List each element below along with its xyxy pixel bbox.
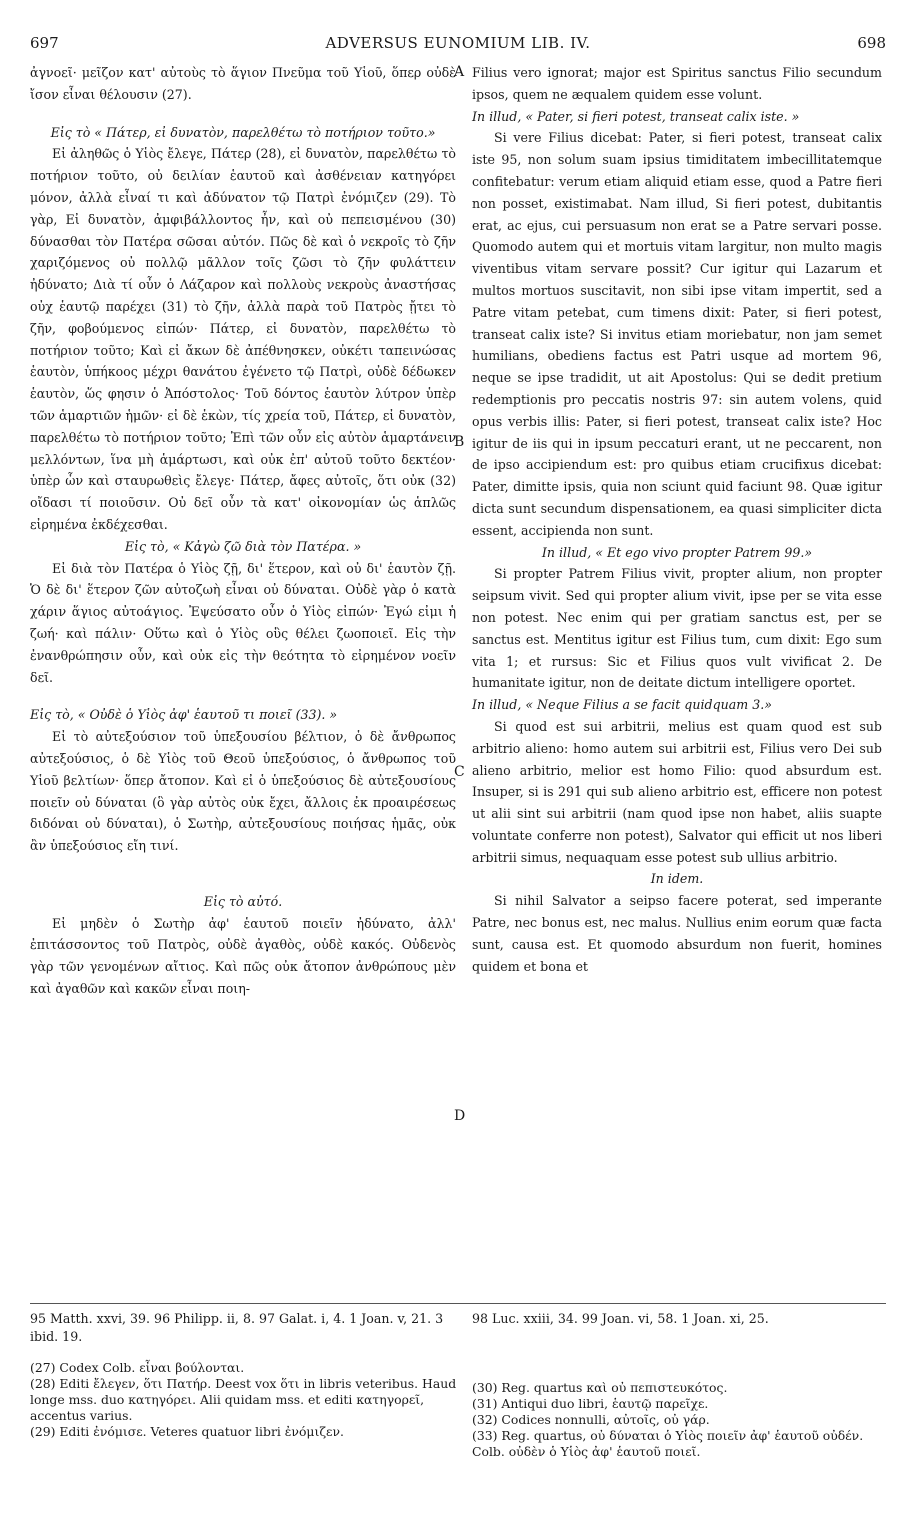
scripture-refs-right: 98 Luc. xxiii, 34. 99 Joan. vi, 58. 1 Joan. xi, 25. bbox=[472, 1311, 769, 1326]
margin-marker-c: C bbox=[454, 764, 465, 780]
critical-note: (29) Editi ἐνόμισε. Veteres quatuor libri ἐνόμιζεν. bbox=[30, 1424, 344, 1439]
critical-note: (33) Reg. quartus, οὐ δύναται ὁ Υἱὸς ποιεῖν ἀφ' ἑαυτοῦ οὐδέν. Colb. οὐδὲν ὁ Υἱὸς ἀφ' ἑαυτοῦ ποιεῖ. bbox=[472, 1428, 864, 1459]
section-heading: In illud, « Et ego vivo propter Patrem 99.» bbox=[541, 544, 813, 560]
section-spacer bbox=[30, 688, 456, 704]
body-text: Filius vero ignorat; major est Spiritus sanctus Filio secundum ipsos, quem ne æqualem quidem esse volunt. bbox=[472, 65, 882, 102]
body-paragraph: Si nihil Salvator a seipso facere poterat, sed imperante Patre, nec bonus est, nec malus. Nullius enim eorum quæ facta sunt, causa est. Et quomodo absurdum non fuerit, homines quidem et bona et bbox=[472, 893, 882, 974]
body-paragraph: Εἰ τὸ αὐτεξούσιον τοῦ ὑπεξουσίου βέλτιον, ὁ δὲ ἄνθρωπος αὐτεξούσιος, ὁ δὲ Υἱὸς τοῦ Θεοῦ ὑπεξούσιος, ὁ ἄνθρωπος τοῦ Υἱοῦ βελτίων· ὅπερ ἄτοπον. Καὶ εἰ ὁ ὑπεξούσιος δὲ αὐτεξουσίους ποιεῖν οὐ δύναται (ὃ γὰρ αὐτὸς οὐκ ἔχει, ἄλλοις ἐκ προαιρέσεως διδόναι οὐ δύναται), ὁ Σωτὴρ, αὐτεξουσίους ποιήσας ἡμᾶς, οὐκ ἂν ὑπεξούσιος εἴη τινί. bbox=[30, 729, 456, 854]
critical-note: (31) Antiqui duo libri, ἑαυτῷ παρεῖχε. bbox=[472, 1396, 709, 1411]
body-paragraph: Si propter Patrem Filius vivit, propter alium, non propter seipsum vivit. Sed qui propter alium vivit, ipse per se vita esse non potest. Nec enim qui per gratiam sanctus est, per se sanctus est. Mentitus igitur est Filius tum, cum dixit: Ego sum vita 1; et rursus: Sic et Filius quos vult vivificat 2. De humanitate igitur, non de deitate dictum intelligere oportet. bbox=[472, 566, 882, 691]
critical-note: (28) Editi ἔλεγεν, ὅτι Πατήρ. Deest vox ὅτι in libris veteribus. Haud longe mss. duo κατηγόρει. Alii quidam mss. et editi κατηγορεῖ, accentus varius. bbox=[30, 1376, 457, 1423]
critical-note: (27) Codex Colb. εἶναι βούλονται. bbox=[30, 1360, 245, 1375]
scripture-refs-left: 95 Matth. xxvi, 39. 96 Philipp. ii, 8. 97 Galat. i, 4. 1 Joan. v, 21. 3 ibid. 19. bbox=[30, 1311, 444, 1344]
body-paragraph: Si quod est sui arbitrii, melius est quam quod est sub arbitrio alieno: homo autem sui arbitrii est, Filius vero Dei sub alieno arbitrio, melior est homo Filio: quod absurdum est. Insuper, si is 291 qui sub alieno arbitrio est, efficere non potest ut alii sint sui arbitrii (nam quod ipse non habet, aliis suapte voluntate conferre non potest), Salvator qui efficit ut nos liberi arbitrii simus, nequaquam esse potest sub ullius arbitrio. bbox=[472, 718, 882, 865]
section-heading: In illud, « Pater, si fieri potest, transeat calix iste. » bbox=[472, 108, 800, 124]
section-heading: Εἰς τὸ αὐτό. bbox=[203, 893, 283, 909]
footnote-rule bbox=[30, 1303, 886, 1304]
section-heading: In illud, « Neque Filius a se facit quidquam 3.» bbox=[472, 697, 772, 713]
body-paragraph: Εἰ ἀληθῶς ὁ Υἱὸς ἔλεγε, Πάτερ (28), εἰ δυνατὸν, παρελθέτω τὸ ποτήριον τοῦτο, οὐ δειλίαν ἑαυτοῦ καὶ ἀσθένειαν κατηγόρει μόνον, ἀλλὰ εἶναί τι καὶ ἀδύνατον τῷ Πατρὶ ἐνόμιζεν (29). Τὸ γὰρ, Εἰ δυνατὸν, ἀμφιβάλλοντος ἦν, καὶ οὐ πεπεισμένου (30) δύνασθαι τὸν Πατέρα σῶσαι αὐτόν. Πῶς δὲ καὶ ὁ νεκροῖς τὸ ζῆν χαριζόμενος οὐ πολλῷ μᾶλλον τοῖς ζῶσι τὸ ζῆν φυλάττειν ἠδύνατο; Διὰ τί οὖν ὁ Λάζαρον καὶ πολλοὺς νεκροὺς ἀναστήσας οὐχ ἑαυτῷ παρέχει (31) τὸ ζῆν, ἀλλὰ παρὰ τοῦ Πατρὸς ᾔτει τὸ ζῆν, φοβούμενος εἰπών· Πάτερ, εἰ δυνατὸν, παρελθέτω τὸ ποτήριον τοῦτο; Καὶ εἰ ἄκων δὲ ἀπέθνησκεν, οὐκέτι ταπεινώσας ἑαυτὸν, ὑπήκοος μέχρι θανάτου ἐγένετο τῷ Πατρὶ, οὐδὲ δέδωκεν ἑαυτὸν, ὥς φησιν ὁ Ἀπόστολος· Τοῦ δόντος ἑαυτὸν λύτρον ὑπὲρ τῶν ἁμαρτιῶν ἡμῶν· εἰ δὲ ἑκὼν, τίς χρεία τοῦ, Πάτερ, εἰ δυνατὸν, παρελθέτω τὸ ποτήριον τοῦτο; Ἐπὶ τῶν οὖν εἰς αὐτὸν ἁμαρτάνειν μελλόντων, ἵνα μὴ ἁμάρτωσι, καὶ οὐκ ἐπ' αὐτοῦ τοῦτο δεκτέον· ὑπὲρ ὧν καὶ σταυρωθεὶς ἔλεγε· Πάτερ, ἄφες αὐτοῖς, ὅτι οὐκ (32) οἴδασι τί ποιοῦσιν. Οὐ δεῖ οὖν τὰ κατ' οἰκονομίαν ὡς ἁπλῶς εἰρημένα ἐκδέχεσθαι. bbox=[30, 146, 456, 532]
section-heading: Εἰς τὸ, « Κἀγὼ ζῶ διὰ τὸν Πατέρα. » bbox=[124, 538, 362, 554]
critical-note: (32) Codices nonnulli, αὐτοῖς, οὐ γάρ. bbox=[472, 1412, 710, 1427]
body-paragraph: Si vere Filius dicebat: Pater, si fieri potest, transeat calix iste 95, non solum suam ipsius timiditatem imbecillitatemque confitebatur: verum etiam aliquid etiam esse, quod a Patre fieri non posset, existimabat. Nam illud, Si fieri potest, dubitantis erat, ac ejus, cui persuasum non erat se a Patre servari posse. Quomodo autem qui et mortuis vitam largitur, non multo magis viventibus vitam servare possit? Cur igitur qui Lazarum et multos mortuos suscitavit, non sibi ipse vitam impertit, sed a Patre vitam petebat, cum timens dixit: Pater, si fieri potest, transeat calix iste? Si invitus etiam moriebatur, non jam semet humilians, obediens factus est Patri usque ad mortem 96, neque se ipse tradidit, ut ait Apostolus: Qui se dedit pretium redemptionis pro peccatis nostris 97: sin autem volens, quid opus verbis illis: Pater, si fieri potest, transeat calix iste? Hoc igitur de iis qui in ipsum peccaturi erant, ut ne peccarent, non de ipso accipiendum est: pro quibus etiam crucifixus dicebat: Pater, dimitte ipsis, quia non sciunt quid faciunt 98. Quæ igitur dicta sunt secundum dispensationem, ea quasi simpliciter dicta essent, accipienda non sunt. bbox=[472, 130, 882, 538]
section-heading: In idem. bbox=[650, 871, 704, 887]
greek-column bbox=[30, 62, 456, 1000]
margin-marker-b: B bbox=[454, 434, 465, 450]
running-title: ADVERSUS EUNOMIUM LIB. IV. bbox=[325, 34, 591, 52]
body-paragraph: Εἰ διὰ τὸν Πατέρα ὁ Υἱὸς ζῇ, δι' ἕτερον, καὶ οὐ δι' ἑαυτὸν ζῇ. Ὁ δὲ δι' ἕτερον ζῶν αὐτοζωὴ εἶναι οὐ δύναται. Οὐδὲ γὰρ ὁ κατὰ χάριν ἅγιος αὐτοάγιος. Ἐψεύσατο οὖν ὁ Υἱὸς εἰπών· Ἐγώ εἰμι ἡ ζωή· καὶ πάλιν· Οὕτω καὶ ὁ Υἱὸς οὓς θέλει ζωοποιεῖ. Εἰς τὴν ἐνανθρώπησιν οὖν, καὶ οὐκ εἰς τὴν θεότητα τὸ εἰρημένον νοεῖν δεῖ. bbox=[30, 560, 456, 685]
section-heading: Εἰς τὸ, « Οὐδὲ ὁ Υἱὸς ἀφ' ἑαυτοῦ τι ποιεῖ (33). » bbox=[30, 707, 338, 723]
body-paragraph: Εἰ μηδὲν ὁ Σωτὴρ ἀφ' ἑαυτοῦ ποιεῖν ἠδύνατο, ἀλλ' ἐπιτάσσοντος τοῦ Πατρὸς, οὐδὲ ἀγαθὸς, οὐδὲ κακός. Οὐδενὸς γὰρ τῶν γενομένων αἴτιος. Καὶ πῶς οὐκ ἄτοπον ἀνθρώπους μὲν καὶ ἀγαθῶν καὶ κακῶν εἶναι ποιη- bbox=[30, 915, 456, 997]
page-number-left: 697 bbox=[30, 34, 59, 52]
margin-marker-d: D bbox=[454, 1108, 466, 1124]
margin-marker-a: A bbox=[454, 64, 465, 80]
page-number-right: 698 bbox=[857, 34, 886, 52]
running-header bbox=[30, 34, 886, 56]
latin-column bbox=[472, 62, 882, 977]
section-spacer bbox=[30, 857, 456, 891]
body-text: ἀγνοεῖ· μεῖζον κατ' αὐτοὺς τὸ ἅγιον Πνεῦμα τοῦ Υἱοῦ, ὅπερ οὐδὲ ἴσον εἶναι θέλουσιν (27). bbox=[30, 65, 456, 102]
critical-notes-right bbox=[472, 1380, 886, 1460]
critical-note: (30) Reg. quartus καὶ οὐ πεπιστευκότος. bbox=[472, 1380, 728, 1395]
section-spacer bbox=[30, 106, 456, 122]
section-heading: Εἰς τὸ « Πάτερ, εἰ δυνατὸν, παρελθέτω τὸ ποτήριον τοῦτο.» bbox=[50, 124, 436, 140]
critical-notes-left bbox=[30, 1360, 460, 1440]
